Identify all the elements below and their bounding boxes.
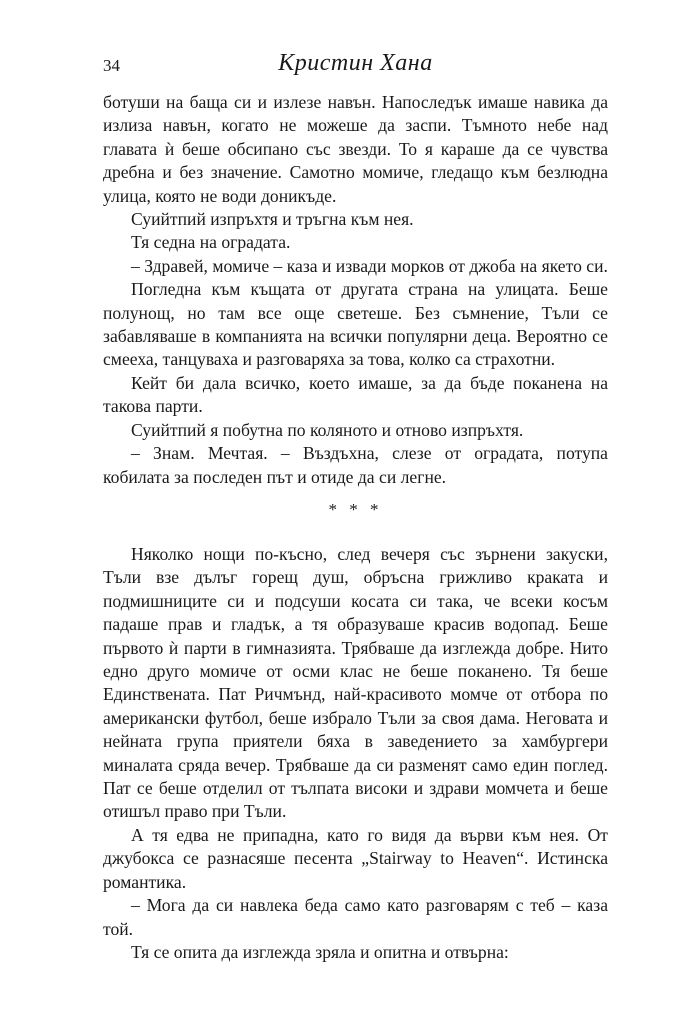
page-number: 34 <box>103 56 120 75</box>
running-title: Кристин Хана <box>278 50 433 76</box>
paragraph: – Здравей, момиче – каза и извади морков от джоба на якето си. <box>131 255 608 276</box>
section-separator: * * * <box>328 500 383 519</box>
paragraph: – Знам. Мечтая. – Въздъхна, слезе от оградата, потупа кобилата за последен път и отиде да си легне. <box>103 443 608 487</box>
paragraph: Няколко нощи по-късно, след вечеря със зърнени закуски, Тъли взе дълъг горещ душ, обръсна грижливо краката и подмишниците си и подсуши косата си така, че всеки косъм падаше прав и гладък, а тя образуваше красив водопад. Беше първото ѝ парти в гимназията. Трябваше да изглежда добре. Нито едно друго момиче от осми клас не беше поканено. Тя беше Единствената. Пат Ричмънд, най-красивото момче от отбора по американски футбол, беше избрало Тъли за своя дама. Неговата и нейната група приятели бяха в заведението за хамбургери миналата сряда вечер. Трябваше да си разменят само един поглед. Пат се беше отделил от тълпата високи и здрави момчета и беше отишъл право при Тъли. <box>103 544 608 822</box>
paragraph: Суийтпий изпръхтя и тръгна към нея. <box>131 209 414 230</box>
paragraph: Погледна към къщата от другата страна на улицата. Беше полунощ, но там все още светеше. Без съмнение, Тъли се забавляваше в компанията на всички популярни деца. Вероятно се смееха, танцуваха и разговаряха за това, колко са страхотни. <box>103 279 608 370</box>
paragraph: ботуши на баща си и излезе навън. Напоследък имаше навика да излиза навън, когато не можеше да заспи. Тъмното небе над главата ѝ беше обсипано със звезди. То я караше да се чувства дребна и без значение. Самотно момиче, гледащо към безлюдна улица, която не води доникъде. <box>103 92 608 206</box>
paragraph: А тя едва не припадна, като го видя да върви към нея. От джубокса се разнасяше песента „Stairway to Heaven“. Истинска романтика. <box>103 824 608 892</box>
paragraph: Кейт би дала всичко, което имаше, за да бъде поканена на такова парти. <box>103 372 608 417</box>
paragraph: – Мога да си навлека беда само като разговарям с теб – каза той. <box>103 895 608 939</box>
page-header <box>103 50 608 84</box>
paragraph: Суийтпий я побутна по коляното и отново изпръхтя. <box>131 419 524 440</box>
paragraph: Тя се опита да изглежда зряла и опитна и отвърна: <box>131 941 509 962</box>
section-2-text <box>103 543 608 964</box>
section-1-text <box>103 91 608 489</box>
paragraph: Тя седна на оградата. <box>131 232 291 253</box>
